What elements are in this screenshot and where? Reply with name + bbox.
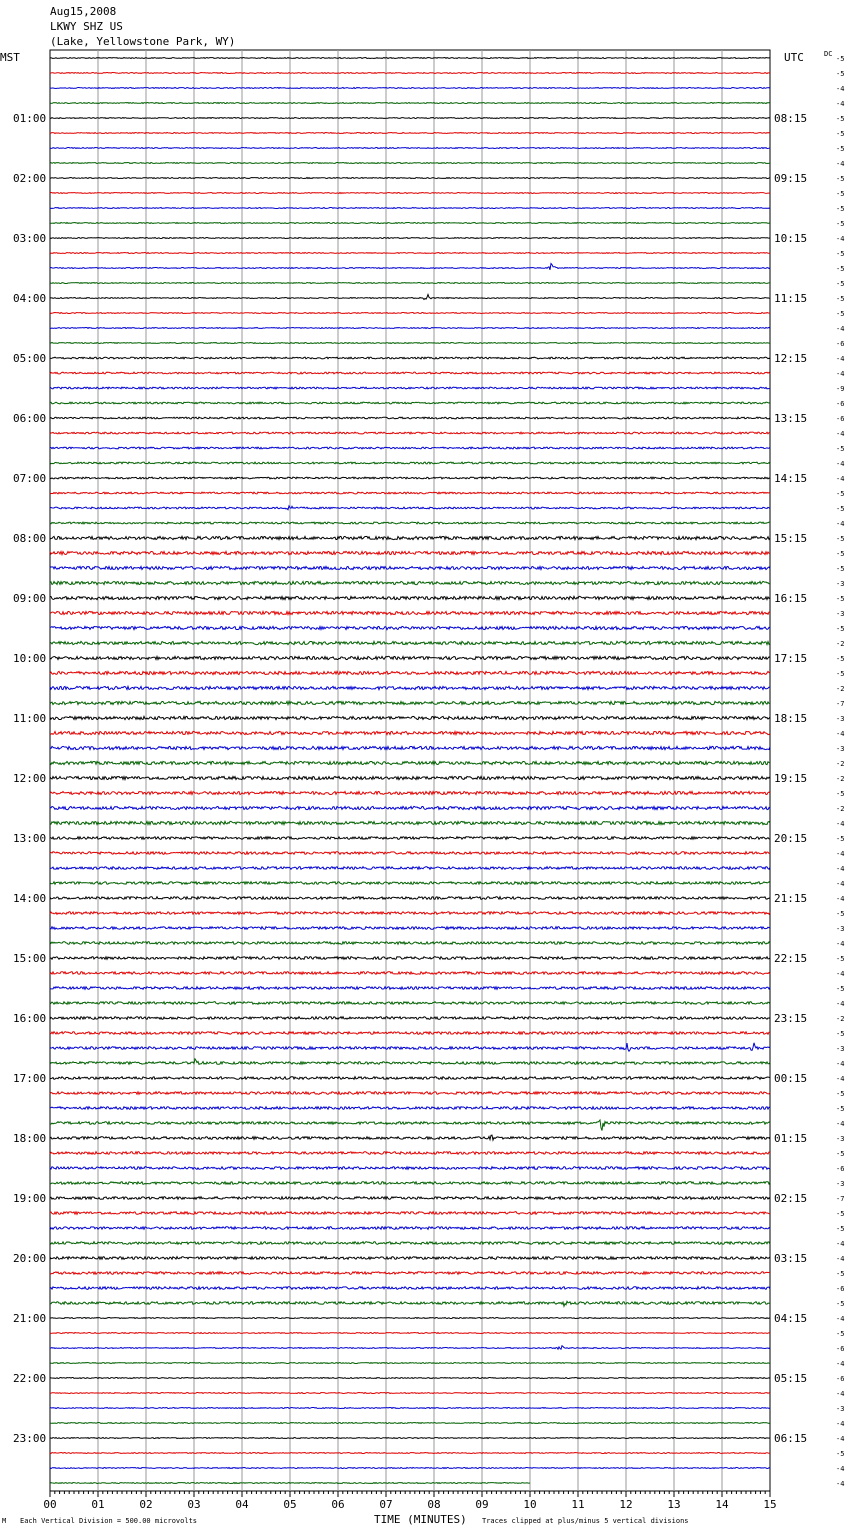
dc-offset-label: -6 — [836, 1345, 845, 1353]
trace-line — [50, 372, 770, 374]
trace-line — [50, 852, 770, 855]
dc-offset-label: -4 — [836, 100, 845, 108]
axis-labels — [0, 50, 844, 1526]
dc-offset-label: -4 — [836, 1255, 845, 1263]
dc-offset-label: -4 — [836, 235, 845, 243]
trace-line — [50, 1333, 770, 1334]
trace-line — [50, 972, 770, 975]
trace-line — [50, 193, 770, 194]
trace-line — [50, 492, 770, 494]
dc-offset-label: -4 — [836, 1075, 845, 1083]
utc-hour-label: 11:15 — [774, 292, 808, 305]
trace-line — [50, 1318, 770, 1319]
trace-line — [50, 731, 770, 734]
trace-line — [50, 1017, 770, 1020]
utc-hour-label: 04:15 — [774, 1312, 808, 1325]
utc-hour-label: 12:15 — [774, 352, 808, 365]
dc-offset-label: -4 — [836, 1000, 845, 1008]
trace-line — [50, 641, 770, 644]
dc-offset-label: -5 — [836, 790, 845, 798]
dc-offset-label: -5 — [836, 175, 845, 183]
trace-line — [50, 1152, 770, 1155]
trace-line — [50, 148, 770, 149]
x-tick-label: 03 — [187, 1498, 201, 1511]
trace-line — [50, 671, 770, 674]
dc-offset-label: -6 — [836, 1285, 845, 1293]
trace-line — [50, 897, 770, 900]
mst-hour-label: 20:00 — [13, 1252, 47, 1265]
dc-offset-label: -5 — [836, 535, 845, 543]
dc-offset-label: -2 — [836, 685, 845, 693]
trace-line — [50, 821, 770, 824]
x-tick-label: 08 — [427, 1498, 441, 1511]
mst-hour-label: 05:00 — [13, 352, 47, 365]
dc-offset-label: -3 — [836, 745, 845, 753]
dc-offset-label: -5 — [836, 115, 845, 123]
trace-line — [50, 58, 770, 59]
mst-hour-label: 15:00 — [13, 952, 47, 965]
x-tick-label: 04 — [235, 1498, 249, 1511]
dc-offset-label: -5 — [836, 985, 845, 993]
dc-offset-label: -6 — [836, 1165, 845, 1173]
dc-offset-label: -4 — [836, 1315, 845, 1323]
trace-line — [50, 343, 770, 344]
header-station: LKWY SHZ US — [50, 20, 123, 33]
trace-line — [50, 462, 770, 464]
dc-offset-label: -3 — [836, 610, 845, 618]
mst-hour-label: 07:00 — [13, 472, 47, 485]
dc-offset-label: -5 — [836, 205, 845, 213]
trace-line — [50, 253, 770, 254]
trace-line — [50, 686, 770, 689]
trace-line — [50, 1242, 770, 1245]
mst-hour-label: 08:00 — [13, 532, 47, 545]
dc-offset-label: -4 — [836, 865, 845, 873]
trace-line — [50, 1287, 770, 1290]
dc-offset-label: -4 — [836, 475, 845, 483]
mst-hour-label: 09:00 — [13, 592, 47, 605]
trace-line — [50, 1182, 770, 1185]
trace-line — [50, 432, 770, 434]
dc-offset-label: -3 — [836, 715, 845, 723]
dc-offset-label: -4 — [836, 325, 845, 333]
dc-offset-label: -5 — [836, 670, 845, 678]
dc-offset-label: -5 — [836, 55, 845, 63]
dc-offset-label: -5 — [836, 1090, 845, 1098]
dc-offset-label: -3 — [836, 1045, 845, 1053]
dc-offset-label: -4 — [836, 1360, 845, 1368]
mst-label: MST — [0, 51, 20, 64]
dc-offset-label: -3 — [836, 580, 845, 588]
utc-hour-label: 21:15 — [774, 892, 808, 905]
x-tick-label: 13 — [667, 1498, 681, 1511]
mst-hour-label: 14:00 — [13, 892, 47, 905]
trace-line — [50, 1059, 770, 1065]
dc-offset-label: -3 — [836, 925, 845, 933]
trace-line — [50, 1167, 770, 1170]
trace-line — [50, 1227, 770, 1230]
trace-line — [50, 837, 770, 840]
x-tick-label: 06 — [331, 1498, 345, 1511]
trace-line — [50, 223, 770, 224]
dc-offset-label: -5 — [836, 280, 845, 288]
dc-offset-label: -5 — [836, 1150, 845, 1158]
mst-hour-label: 16:00 — [13, 1012, 47, 1025]
mst-hour-label: 18:00 — [13, 1132, 47, 1145]
mst-hour-label: 12:00 — [13, 772, 47, 785]
trace-line — [50, 551, 770, 554]
dc-offset-label: -5 — [836, 250, 845, 258]
utc-hour-label: 19:15 — [774, 772, 808, 785]
trace-line — [50, 912, 770, 915]
utc-hour-label: 09:15 — [774, 172, 808, 185]
x-tick-label: 12 — [619, 1498, 633, 1511]
trace-line — [50, 1301, 770, 1306]
dc-offset-label: -5 — [836, 550, 845, 558]
mst-hour-label: 22:00 — [13, 1372, 47, 1385]
utc-hour-label: 14:15 — [774, 472, 808, 485]
trace-line — [50, 566, 770, 569]
x-tick-label: 07 — [379, 1498, 393, 1511]
x-tick-label: 05 — [283, 1498, 297, 1511]
trace-line — [50, 596, 770, 599]
clip-note: Traces clipped at plus/minus 5 vertical divisions — [482, 1517, 689, 1525]
trace-line — [50, 1107, 770, 1110]
trace-line — [50, 447, 770, 449]
corner-mark: M — [2, 1517, 7, 1525]
trace-line — [50, 1453, 770, 1454]
dc-offset-label: -5 — [836, 1330, 845, 1338]
trace-line — [50, 357, 770, 359]
dc-offset-label: -4 — [836, 460, 845, 468]
dc-offset-label: -4 — [836, 1435, 845, 1443]
trace-line — [50, 103, 770, 104]
trace-line — [50, 761, 770, 764]
dc-offset-label: -3 — [836, 1405, 845, 1413]
x-tick-label: 15 — [763, 1498, 777, 1511]
dc-offset-label: -4 — [836, 1420, 845, 1428]
dc-offset-label: -7 — [836, 700, 845, 708]
trace-line — [50, 1363, 770, 1364]
trace-line — [50, 1135, 770, 1140]
trace-line — [50, 1393, 770, 1394]
trace-line — [50, 163, 770, 164]
trace-line — [50, 987, 770, 990]
trace-line — [50, 791, 770, 794]
dc-offset-label: -6 — [836, 415, 845, 423]
mst-hour-label: 10:00 — [13, 652, 47, 665]
dc-offset-label: -4 — [836, 430, 845, 438]
mst-hour-label: 03:00 — [13, 232, 47, 245]
dc-offset-label: -4 — [836, 1240, 845, 1248]
trace-line — [50, 118, 770, 119]
dc-offset-label: -4 — [836, 850, 845, 858]
utc-hour-label: 16:15 — [774, 592, 808, 605]
x-tick-label: 14 — [715, 1498, 729, 1511]
trace-line — [50, 477, 770, 479]
dc-offset-label: -6 — [836, 1375, 845, 1383]
trace-line — [50, 536, 770, 539]
mst-hour-label: 19:00 — [13, 1192, 47, 1205]
dc-offset-label: -4 — [836, 1060, 845, 1068]
trace-line — [50, 402, 770, 404]
dc-offset-label: -5 — [836, 1210, 845, 1218]
dc-offset-label: -5 — [836, 1105, 845, 1113]
mst-hour-label: 13:00 — [13, 832, 47, 845]
utc-hour-label: 01:15 — [774, 1132, 808, 1145]
trace-line — [50, 88, 770, 89]
dc-offset-label: -5 — [836, 70, 845, 78]
utc-hour-label: 13:15 — [774, 412, 808, 425]
dc-offset-label: -5 — [836, 565, 845, 573]
dc-offset-label: -5 — [836, 1450, 845, 1458]
utc-hour-label: 22:15 — [774, 952, 808, 965]
trace-line — [50, 506, 770, 510]
utc-hour-label: 00:15 — [774, 1072, 808, 1085]
header-location: (Lake, Yellowstone Park, WY) — [50, 35, 236, 48]
trace-line — [50, 776, 770, 779]
trace-line — [50, 328, 770, 329]
dc-offset-label: -2 — [836, 1015, 845, 1023]
dc-offset-label: -5 — [836, 220, 845, 228]
dc-offset-label: -2 — [836, 805, 845, 813]
mst-hour-label: 23:00 — [13, 1432, 47, 1445]
dc-offset-label: -5 — [836, 1030, 845, 1038]
trace-line — [50, 746, 770, 749]
trace-line — [50, 1378, 770, 1379]
dc-offset-label: -5 — [836, 310, 845, 318]
trace-line — [50, 927, 770, 930]
dc-offset-label: -4 — [836, 880, 845, 888]
utc-hour-label: 18:15 — [774, 712, 808, 725]
trace-line — [50, 1002, 770, 1005]
dc-offset-label: -3 — [836, 1180, 845, 1188]
trace-line — [50, 417, 770, 419]
trace-line — [50, 882, 770, 885]
dc-offset-label: -6 — [836, 340, 845, 348]
dc-offset-label: -4 — [836, 370, 845, 378]
trace-line — [50, 1120, 770, 1131]
dc-offset-label: -4 — [836, 1465, 845, 1473]
utc-hour-label: 03:15 — [774, 1252, 808, 1265]
trace-line — [50, 1197, 770, 1200]
mst-hour-label: 21:00 — [13, 1312, 47, 1325]
trace-line — [50, 1043, 770, 1051]
dc-offset-label: -5 — [836, 505, 845, 513]
dc-offset-label: -4 — [836, 1120, 845, 1128]
dc-offset-label: -6 — [836, 400, 845, 408]
dc-offset-label: -7 — [836, 1195, 845, 1203]
dc-offset-label: -5 — [836, 145, 845, 153]
dc-offset-label: -5 — [836, 595, 845, 603]
dc-offset-label: -2 — [836, 760, 845, 768]
dc-offset-label: -4 — [836, 85, 845, 93]
trace-line — [50, 73, 770, 74]
utc-hour-label: 23:15 — [774, 1012, 808, 1025]
trace-line — [50, 867, 770, 870]
dc-offset-label: -4 — [836, 970, 845, 978]
trace-line — [50, 581, 770, 584]
trace-line — [50, 656, 770, 659]
dc-offset-label: -5 — [836, 955, 845, 963]
mst-hour-label: 04:00 — [13, 292, 47, 305]
trace-line — [50, 178, 770, 179]
dc-offset-label: -4 — [836, 160, 845, 168]
trace-line — [50, 1468, 770, 1469]
x-tick-label: 02 — [139, 1498, 153, 1511]
trace-line — [50, 133, 770, 134]
trace-line — [50, 283, 770, 284]
trace-line — [50, 1257, 770, 1260]
trace-line — [50, 1272, 770, 1275]
dc-offset-label: -5 — [836, 910, 845, 918]
dc-offset-label: -5 — [836, 655, 845, 663]
dc-label: DC — [824, 50, 833, 58]
utc-label: UTC — [784, 51, 804, 64]
utc-hour-label: 02:15 — [774, 1192, 808, 1205]
dc-offset-label: -5 — [836, 835, 845, 843]
dc-offset-label: -5 — [836, 625, 845, 633]
trace-line — [50, 238, 770, 239]
utc-hour-label: 08:15 — [774, 112, 808, 125]
dc-offset-label: -5 — [836, 130, 845, 138]
utc-hour-label: 17:15 — [774, 652, 808, 665]
trace-line — [50, 942, 770, 945]
trace-line — [50, 1032, 770, 1035]
utc-hour-label: 20:15 — [774, 832, 808, 845]
dc-offset-label: -3 — [836, 1135, 845, 1143]
mst-hour-label: 06:00 — [13, 412, 47, 425]
utc-hour-label: 15:15 — [774, 532, 808, 545]
trace-line — [50, 264, 770, 270]
trace-line — [50, 806, 770, 809]
dc-offset-label: -4 — [836, 820, 845, 828]
dc-offset-label: -4 — [836, 895, 845, 903]
trace-line — [50, 208, 770, 209]
scale-note: Each Vertical Division = 500.00 microvolts — [20, 1517, 198, 1525]
x-tick-label: 09 — [475, 1498, 489, 1511]
mst-hour-label: 17:00 — [13, 1072, 47, 1085]
plot-frame — [50, 50, 770, 1491]
dc-offset-label: -5 — [836, 1270, 845, 1278]
dc-offset-label: -4 — [836, 355, 845, 363]
dc-offset-label: -5 — [836, 445, 845, 453]
dc-offset-label: -5 — [836, 295, 845, 303]
dc-offset-label: -2 — [836, 640, 845, 648]
time-grid — [50, 50, 770, 1497]
mst-hour-label: 11:00 — [13, 712, 47, 725]
mst-hour-label: 01:00 — [13, 112, 47, 125]
x-tick-label: 10 — [523, 1498, 537, 1511]
trace-line — [50, 522, 770, 524]
trace-line — [50, 295, 770, 300]
trace-line — [50, 716, 770, 719]
dc-offset-label: -4 — [836, 1480, 845, 1488]
trace-line — [50, 1423, 770, 1424]
dc-offset-label: -4 — [836, 940, 845, 948]
dc-offset-label: -5 — [836, 490, 845, 498]
dc-offset-label: -4 — [836, 730, 845, 738]
x-axis-title: TIME (MINUTES) — [374, 1513, 467, 1526]
trace-line — [50, 1438, 770, 1439]
trace-line — [50, 1408, 770, 1409]
trace-line — [50, 387, 770, 389]
x-tick-label: 01 — [91, 1498, 105, 1511]
trace-line — [50, 626, 770, 629]
trace-line — [50, 1212, 770, 1215]
utc-hour-label: 05:15 — [774, 1372, 808, 1385]
trace-line — [50, 1346, 770, 1350]
x-tick-label: 11 — [571, 1498, 585, 1511]
trace-line — [50, 701, 770, 704]
dc-offset-label: -4 — [836, 520, 845, 528]
dc-offset-label: -2 — [836, 775, 845, 783]
trace-line — [50, 611, 770, 614]
dc-offset-label: -5 — [836, 190, 845, 198]
x-tick-label: 00 — [43, 1498, 57, 1511]
seismic-traces — [50, 58, 770, 1484]
trace-line — [50, 957, 770, 960]
utc-hour-label: 06:15 — [774, 1432, 808, 1445]
dc-offset-label: -5 — [836, 265, 845, 273]
dc-offset-label: -5 — [836, 1225, 845, 1233]
trace-line — [50, 1092, 770, 1095]
trace-line — [50, 313, 770, 314]
mst-hour-label: 02:00 — [13, 172, 47, 185]
utc-hour-label: 10:15 — [774, 232, 808, 245]
trace-line — [50, 1077, 770, 1080]
header-date: Aug15,2008 — [50, 5, 117, 18]
dc-offset-label: -9 — [836, 385, 845, 393]
dc-offset-label: -5 — [836, 1300, 845, 1308]
dc-offset-label: -4 — [836, 1390, 845, 1398]
